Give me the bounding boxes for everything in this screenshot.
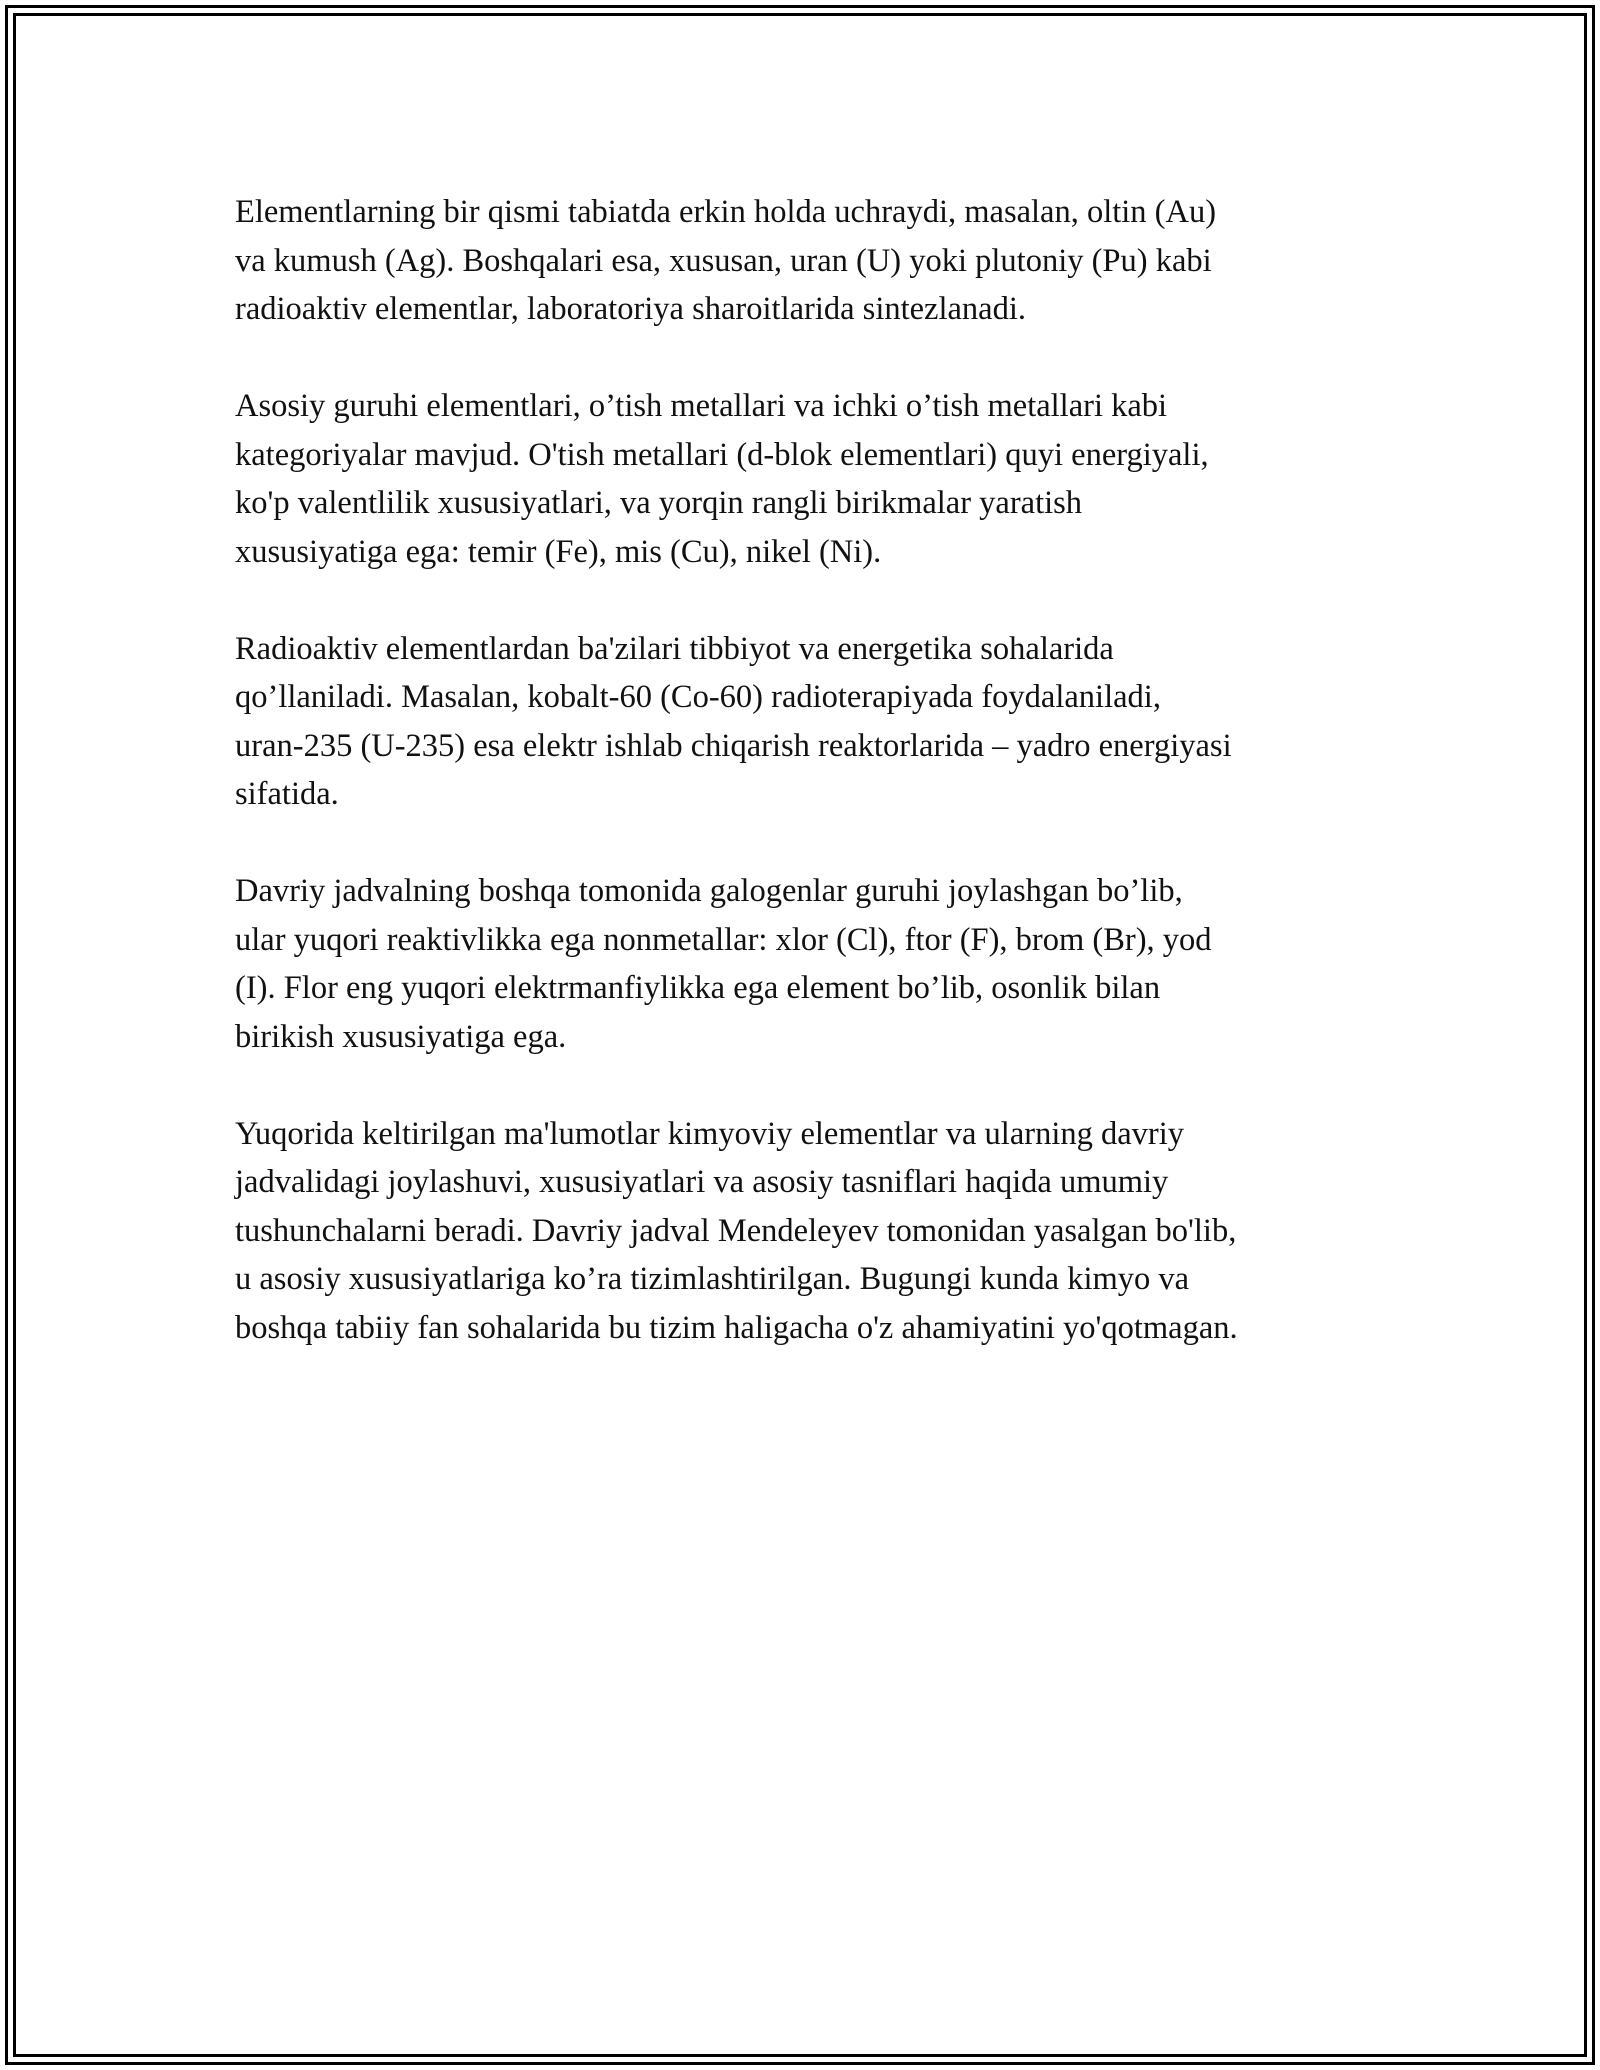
document-body xyxy=(235,188,1375,1401)
paragraph-transition-metals: Asosiy guruhi elementlari, o’tish metallari va ichki o’tish metallari kabi kategoriyalar mavjud. O'tish metallari (d-blok elementlari) quyi energiyali, ko'p valentlilik xususiyatlari, va yorqin rangli birikmalar yaratish xususiyatiga ega: temir (Fe), mis (Cu), nikel (Ni). xyxy=(235,388,1209,570)
paragraph-summary: Yuqorida keltirilgan ma'lumotlar kimyoviy elementlar va ularning davriy jadvalidagi joylashuvi, xususiyatlari va asosiy tasniflari haqida umumiy tushunchalarni beradi. Davriy jadval Mendeleyev tomonidan yasalgan bo'lib, u asosiy xususiyatlariga ko’ra tizimlashtirilgan. Bugungi kunda kimyo va boshqa tabiiy fan sohalarida bu tizim haligacha o'z ahamiyatini yo'qotmagan. xyxy=(235,1115,1238,1346)
paragraph-natural-elements: Elementlarning bir qismi tabiatda erkin holda uchraydi, masalan, oltin (Au) va kumush (Ag). Boshqalari esa, xususan, uran (U) yoki plutoniy (Pu) kabi radioaktiv elementlar, laboratoriya sharoitlarida sintezlanadi. xyxy=(235,194,1217,327)
paragraph-halogens: Davriy jadvalning boshqa tomonida galogenlar guruhi joylashgan bo’lib, ular yuqori reaktivlikka ega nonmetallar: xlor (Cl), ftor (F), brom (Br), yod (I). Flor eng yuqori elektrmanfiylikka ega element bo’lib, osonlik bilan birikish xususiyatiga ega. xyxy=(235,873,1212,1055)
paragraph-radioactive-elements: Radioaktiv elementlardan ba'zilari tibbiyot va energetika sohalarida qo’llaniladi. Masalan, kobalt-60 (Co-60) radioterapiyada foydalaniladi, uran-235 (U-235) esa elektr ishlab chiqarish reaktorlarida – yadro energiyasi sifatida. xyxy=(235,630,1232,812)
